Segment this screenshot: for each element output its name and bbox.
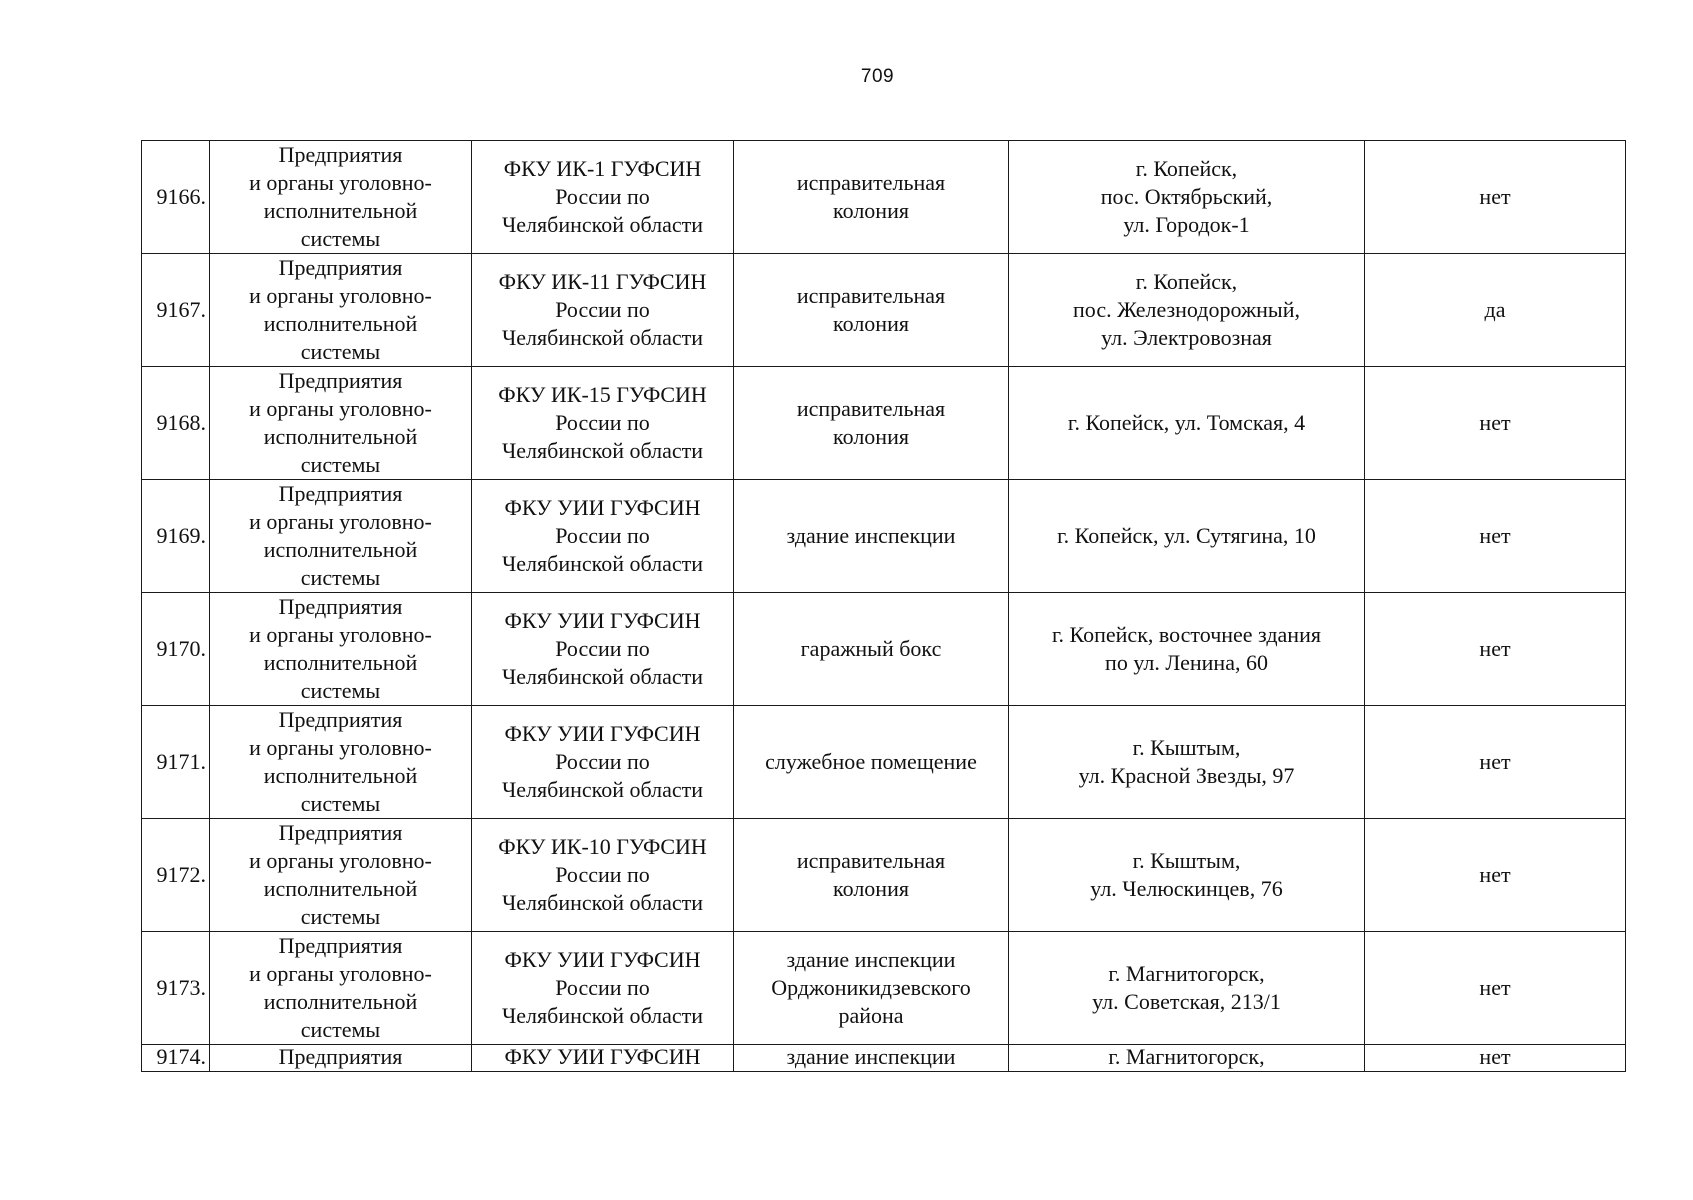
object-type-cell [734, 593, 1009, 706]
address-cell-line: пос. Октябрьский, [1100, 184, 1273, 209]
category-cell-line: и органы уголовно- [249, 283, 432, 308]
organization-cell-line: России по [555, 749, 650, 774]
category-cell-line: исполнительной [263, 763, 418, 788]
table-row [142, 706, 1626, 819]
category-cell-line: Предприятия [278, 255, 403, 280]
organization-cell-line: ФКУ УИИ ГУФСИН [504, 495, 701, 520]
address-cell-line: по ул. Ленина, 60 [1105, 650, 1268, 675]
category-cell [210, 593, 472, 706]
organization-cell-line: Челябинской области [501, 1003, 704, 1028]
category-cell-line: системы [300, 678, 381, 703]
address-cell-line: г. Кыштым, [1132, 735, 1241, 760]
category-cell [210, 254, 472, 367]
organization-cell-line: ФКУ ИК-1 ГУФСИН [503, 156, 702, 181]
organization-cell [472, 593, 734, 706]
organization-cell-line: Челябинской области [501, 664, 704, 689]
category-cell-line: исполнительной [263, 650, 418, 675]
category-cell-line: системы [300, 452, 381, 477]
address-cell [1009, 480, 1365, 593]
address-cell [1009, 367, 1365, 480]
address-cell [1009, 706, 1365, 819]
object-type-cell [734, 1045, 1009, 1072]
category-cell [210, 706, 472, 819]
category-cell-line: Предприятия [278, 933, 403, 958]
organization-cell [472, 254, 734, 367]
organization-cell-line: России по [555, 297, 650, 322]
table-row [142, 819, 1626, 932]
category-cell-line: и органы уголовно- [249, 396, 432, 421]
organization-cell [472, 367, 734, 480]
address-cell [1009, 819, 1365, 932]
table-row [142, 593, 1626, 706]
address-cell-line: г. Копейск, ул. Сутягина, 10 [1057, 523, 1316, 548]
object-type-cell [734, 819, 1009, 932]
category-cell-line: Предприятия [278, 594, 403, 619]
address-cell [1009, 254, 1365, 367]
organization-cell-line: Челябинской области [501, 890, 704, 915]
category-cell-line: системы [300, 226, 381, 251]
category-cell-line: системы [300, 339, 381, 364]
organization-cell-line: ФКУ ИК-11 ГУФСИН [498, 269, 707, 294]
table-row [142, 932, 1626, 1045]
category-cell-line: системы [300, 791, 381, 816]
flag-cell: да [1365, 254, 1626, 367]
organization-cell-line: ФКУ УИИ ГУФСИН [504, 608, 701, 633]
address-cell-line: г. Копейск, [1135, 156, 1238, 181]
row-number-cell: 9169. [142, 480, 210, 593]
organization-cell [472, 932, 734, 1045]
address-cell-line: г. Магнитогорск, [1108, 1044, 1265, 1069]
table-row [142, 141, 1626, 254]
flag-cell: нет [1365, 593, 1626, 706]
page-number: 709 [860, 66, 895, 87]
category-cell-line: системы [300, 904, 381, 929]
address-cell-line: г. Кыштым, [1132, 848, 1241, 873]
organization-cell-line: России по [555, 410, 650, 435]
organization-cell-line: ФКУ УИИ ГУФСИН [504, 1044, 701, 1069]
object-type-cell [734, 141, 1009, 254]
category-cell-line: Предприятия [278, 142, 403, 167]
row-number-cell: 9167. [142, 254, 210, 367]
flag-cell: нет [1365, 141, 1626, 254]
registry-table [141, 140, 1626, 1072]
registry-table-body [142, 141, 1626, 1072]
organization-cell-line: Челябинской области [501, 438, 704, 463]
object-type-cell [734, 254, 1009, 367]
object-type-cell-line: здание инспекции [786, 523, 956, 548]
table-row [142, 367, 1626, 480]
category-cell-line: исполнительной [263, 311, 418, 336]
category-cell [210, 367, 472, 480]
flag-cell: нет [1365, 819, 1626, 932]
category-cell [210, 932, 472, 1045]
organization-cell-line: Челябинской области [501, 212, 704, 237]
object-type-cell-line: колония [833, 424, 909, 449]
category-cell-line: исполнительной [263, 198, 418, 223]
address-cell-line: г. Копейск, ул. Томская, 4 [1067, 410, 1306, 435]
category-cell-line: и органы уголовно- [249, 170, 432, 195]
category-cell-line: исполнительной [263, 537, 418, 562]
row-number-cell: 9173. [142, 932, 210, 1045]
row-number-cell: 9168. [142, 367, 210, 480]
object-type-cell-line: здание инспекции [786, 947, 956, 972]
organization-cell-line: России по [555, 523, 650, 548]
address-cell-line: ул. Советская, 213/1 [1092, 989, 1281, 1014]
category-cell [210, 141, 472, 254]
organization-cell-line: Челябинской области [501, 325, 704, 350]
address-cell-line: ул. Электровозная [1101, 325, 1272, 350]
category-cell-line: и органы уголовно- [249, 509, 432, 534]
address-cell-line: г. Копейск, восточнее здания [1052, 622, 1321, 647]
category-cell-line: и органы уголовно- [249, 961, 432, 986]
object-type-cell-line: исправительная [796, 170, 946, 195]
organization-cell-line: ФКУ УИИ ГУФСИН [504, 947, 701, 972]
object-type-cell-line: исправительная [796, 396, 946, 421]
category-cell-line: и органы уголовно- [249, 622, 432, 647]
organization-cell [472, 706, 734, 819]
row-number-cell: 9171. [142, 706, 210, 819]
object-type-cell [734, 367, 1009, 480]
category-cell-line: и органы уголовно- [249, 848, 432, 873]
category-cell-line: исполнительной [263, 876, 418, 901]
organization-cell-line: ФКУ УИИ ГУФСИН [504, 721, 701, 746]
address-cell-line: пос. Железнодорожный, [1073, 297, 1300, 322]
address-cell [1009, 141, 1365, 254]
object-type-cell-line: гаражный бокс [800, 636, 942, 661]
organization-cell [472, 480, 734, 593]
flag-cell: нет [1365, 706, 1626, 819]
organization-cell [472, 141, 734, 254]
organization-cell-line: России по [555, 975, 650, 1000]
table-row [142, 1045, 1626, 1072]
category-cell [210, 480, 472, 593]
organization-cell [472, 819, 734, 932]
category-cell-line: Предприятия [278, 707, 403, 732]
flag-cell: нет [1365, 367, 1626, 480]
row-number-cell: 9166. [142, 141, 210, 254]
organization-cell [472, 1045, 734, 1072]
object-type-cell-line: колония [833, 876, 909, 901]
category-cell [210, 1045, 472, 1072]
object-type-cell-line: района [838, 1003, 904, 1028]
object-type-cell [734, 932, 1009, 1045]
category-cell-line: Предприятия [278, 820, 403, 845]
row-number-cell: 9172. [142, 819, 210, 932]
organization-cell-line: ФКУ ИК-10 ГУФСИН [498, 834, 707, 859]
address-cell [1009, 1045, 1365, 1072]
category-cell-line: системы [300, 565, 381, 590]
address-cell [1009, 593, 1365, 706]
category-cell [210, 819, 472, 932]
category-cell-line: Предприятия [278, 368, 403, 393]
object-type-cell [734, 480, 1009, 593]
address-cell-line: ул. Городок-1 [1123, 212, 1250, 237]
object-type-cell [734, 706, 1009, 819]
flag-cell: нет [1365, 1045, 1626, 1072]
object-type-cell-line: колония [833, 311, 909, 336]
object-type-cell-line: исправительная [796, 848, 946, 873]
category-cell-line: исполнительной [263, 424, 418, 449]
category-cell-line: исполнительной [263, 989, 418, 1014]
organization-cell-line: России по [555, 184, 650, 209]
table-row [142, 480, 1626, 593]
flag-cell: нет [1365, 480, 1626, 593]
category-cell-line: системы [300, 1017, 381, 1042]
address-cell-line: г. Магнитогорск, [1108, 961, 1265, 986]
category-cell-line: и органы уголовно- [249, 735, 432, 760]
row-number-cell: 9170. [142, 593, 210, 706]
object-type-cell-line: Орджоникидзевского [771, 975, 971, 1000]
address-cell [1009, 932, 1365, 1045]
address-cell-line: г. Копейск, [1135, 269, 1238, 294]
organization-cell-line: России по [555, 862, 650, 887]
row-number-cell: 9174. [142, 1045, 210, 1072]
table-row [142, 254, 1626, 367]
object-type-cell-line: служебное помещение [765, 749, 977, 774]
object-type-cell-line: исправительная [796, 283, 946, 308]
address-cell-line: ул. Челюскинцев, 76 [1090, 876, 1283, 901]
organization-cell-line: ФКУ ИК-15 ГУФСИН [498, 382, 707, 407]
object-type-cell-line: здание инспекции [786, 1044, 956, 1069]
category-cell-line: Предприятия [278, 481, 403, 506]
address-cell-line: ул. Красной Звезды, 97 [1078, 763, 1295, 788]
flag-cell: нет [1365, 932, 1626, 1045]
organization-cell-line: Челябинской области [501, 551, 704, 576]
category-cell-line: Предприятия [278, 1044, 403, 1069]
organization-cell-line: Челябинской области [501, 777, 704, 802]
object-type-cell-line: колония [833, 198, 909, 223]
organization-cell-line: России по [555, 636, 650, 661]
